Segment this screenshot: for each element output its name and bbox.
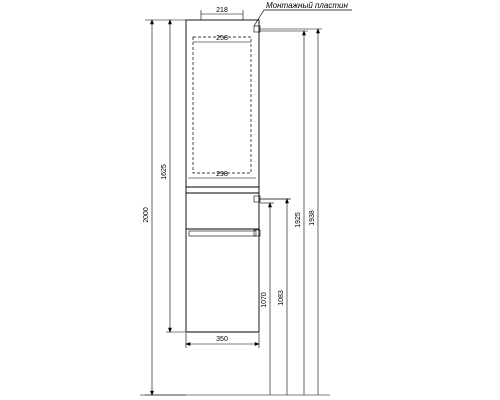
dim-total-height xyxy=(145,20,186,395)
dim-h-1938-label: 1938 xyxy=(309,210,316,226)
dim-shelf-width-label: 298 xyxy=(216,171,228,178)
dim-total-width-label: 350 xyxy=(216,336,228,343)
dim-h-1070-label: 1070 xyxy=(261,292,268,308)
dim-h-1925-label: 1925 xyxy=(295,212,302,228)
dim-upper-height xyxy=(166,20,186,332)
mounting-plate-callout xyxy=(254,10,352,26)
dim-total-height-label: 2000 xyxy=(143,207,150,223)
dim-inner-width-label: 258 xyxy=(216,35,228,42)
dim-top-width-label: 218 xyxy=(216,7,228,14)
dim-h-1083-label: 1083 xyxy=(278,290,285,306)
mounting-plate xyxy=(254,26,300,236)
mounting-plate-label: Монтажный пластин xyxy=(266,1,348,10)
dim-upper-height-label: 1625 xyxy=(161,164,168,180)
